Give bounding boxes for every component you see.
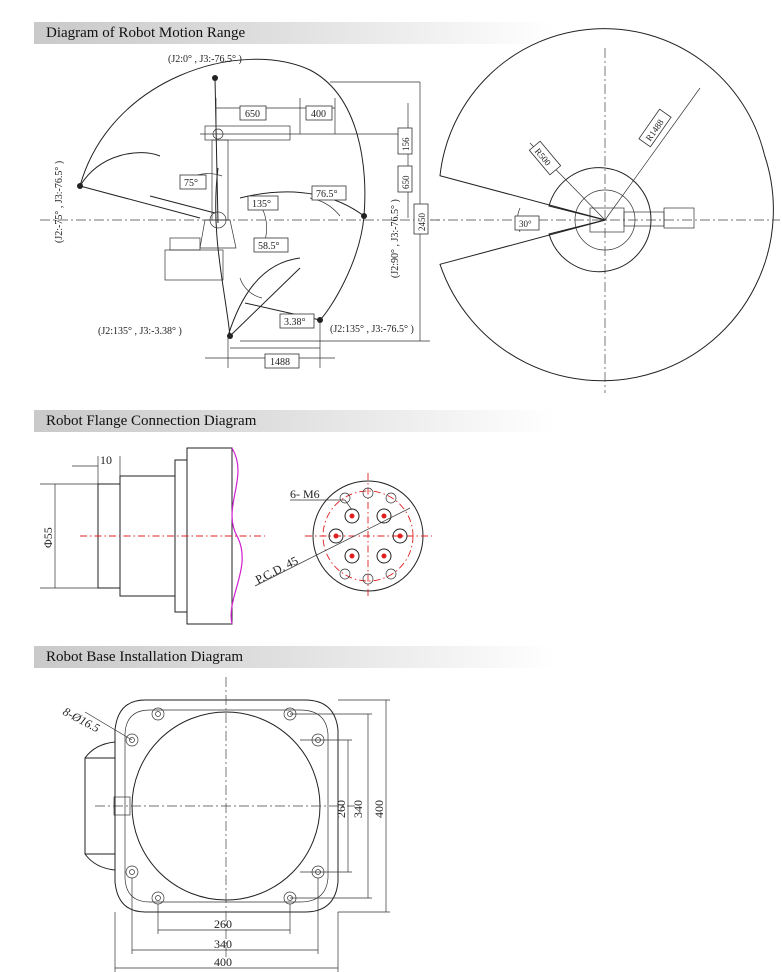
pose-right-label: (J2:90° , J3:-76.5° ) bbox=[390, 199, 401, 278]
angle-58-5-label: 58.5° bbox=[258, 241, 280, 252]
dim-400-label: 400 bbox=[311, 109, 326, 120]
flange-diagram bbox=[0, 438, 782, 638]
angle-3-38-label: 3.38° bbox=[284, 317, 306, 328]
dim-650v-label: 650 bbox=[401, 175, 411, 189]
pose-top-label: (J2:0° , J3:-76.5° ) bbox=[168, 54, 242, 65]
dim-r500-label: R500 bbox=[532, 146, 553, 168]
flange-side-view bbox=[40, 448, 265, 624]
dim-2450-label: 2450 bbox=[417, 213, 427, 231]
section-title-motion-range: Diagram of Robot Motion Range bbox=[34, 22, 554, 44]
side-view bbox=[40, 54, 440, 368]
angle-75-label: 75° bbox=[184, 178, 198, 189]
base-dim-260-vertical: 260 bbox=[334, 800, 348, 818]
base-diagram bbox=[0, 672, 782, 972]
flange-dim-10: 10 bbox=[100, 453, 112, 467]
motion-range-diagram bbox=[0, 48, 782, 398]
base-holes-label: 8-Ø16.5 bbox=[60, 704, 103, 736]
dim-1488-label: 1488 bbox=[270, 357, 290, 368]
pose-bottom-left-label: (J2:135° , J3:-3.38° ) bbox=[98, 326, 182, 337]
base-dim-400-horizontal: 400 bbox=[214, 955, 232, 969]
flange-pcd-label: P.C.D. 45 bbox=[253, 553, 301, 587]
base-dim-340-vertical: 340 bbox=[351, 800, 365, 818]
dim-r1488-label: R1488 bbox=[643, 117, 666, 143]
flange-dim-phi55: Φ55 bbox=[41, 527, 55, 548]
angle-76-5-label: 76.5° bbox=[316, 189, 338, 200]
dim-156-label: 156 bbox=[401, 137, 411, 151]
top-view bbox=[430, 29, 780, 393]
base-dim-340-horizontal: 340 bbox=[214, 937, 232, 951]
base-dim-400-vertical: 400 bbox=[372, 800, 386, 818]
angle-30-label: 30° bbox=[519, 219, 532, 229]
dim-650-label: 650 bbox=[245, 109, 260, 120]
pose-left-label: (J2:-75° , J3:-76.5° ) bbox=[54, 160, 65, 243]
section-title-flange: Robot Flange Connection Diagram bbox=[34, 410, 554, 432]
base-dim-260-horizontal: 260 bbox=[214, 917, 232, 931]
pose-bottom-right-label: (J2:135° , J3:-76.5° ) bbox=[330, 324, 414, 335]
angle-135-label: 135° bbox=[252, 199, 271, 210]
flange-holes-label: 6- M6 bbox=[290, 487, 320, 501]
flange-front-view bbox=[253, 473, 432, 598]
section-title-base: Robot Base Installation Diagram bbox=[34, 646, 554, 668]
